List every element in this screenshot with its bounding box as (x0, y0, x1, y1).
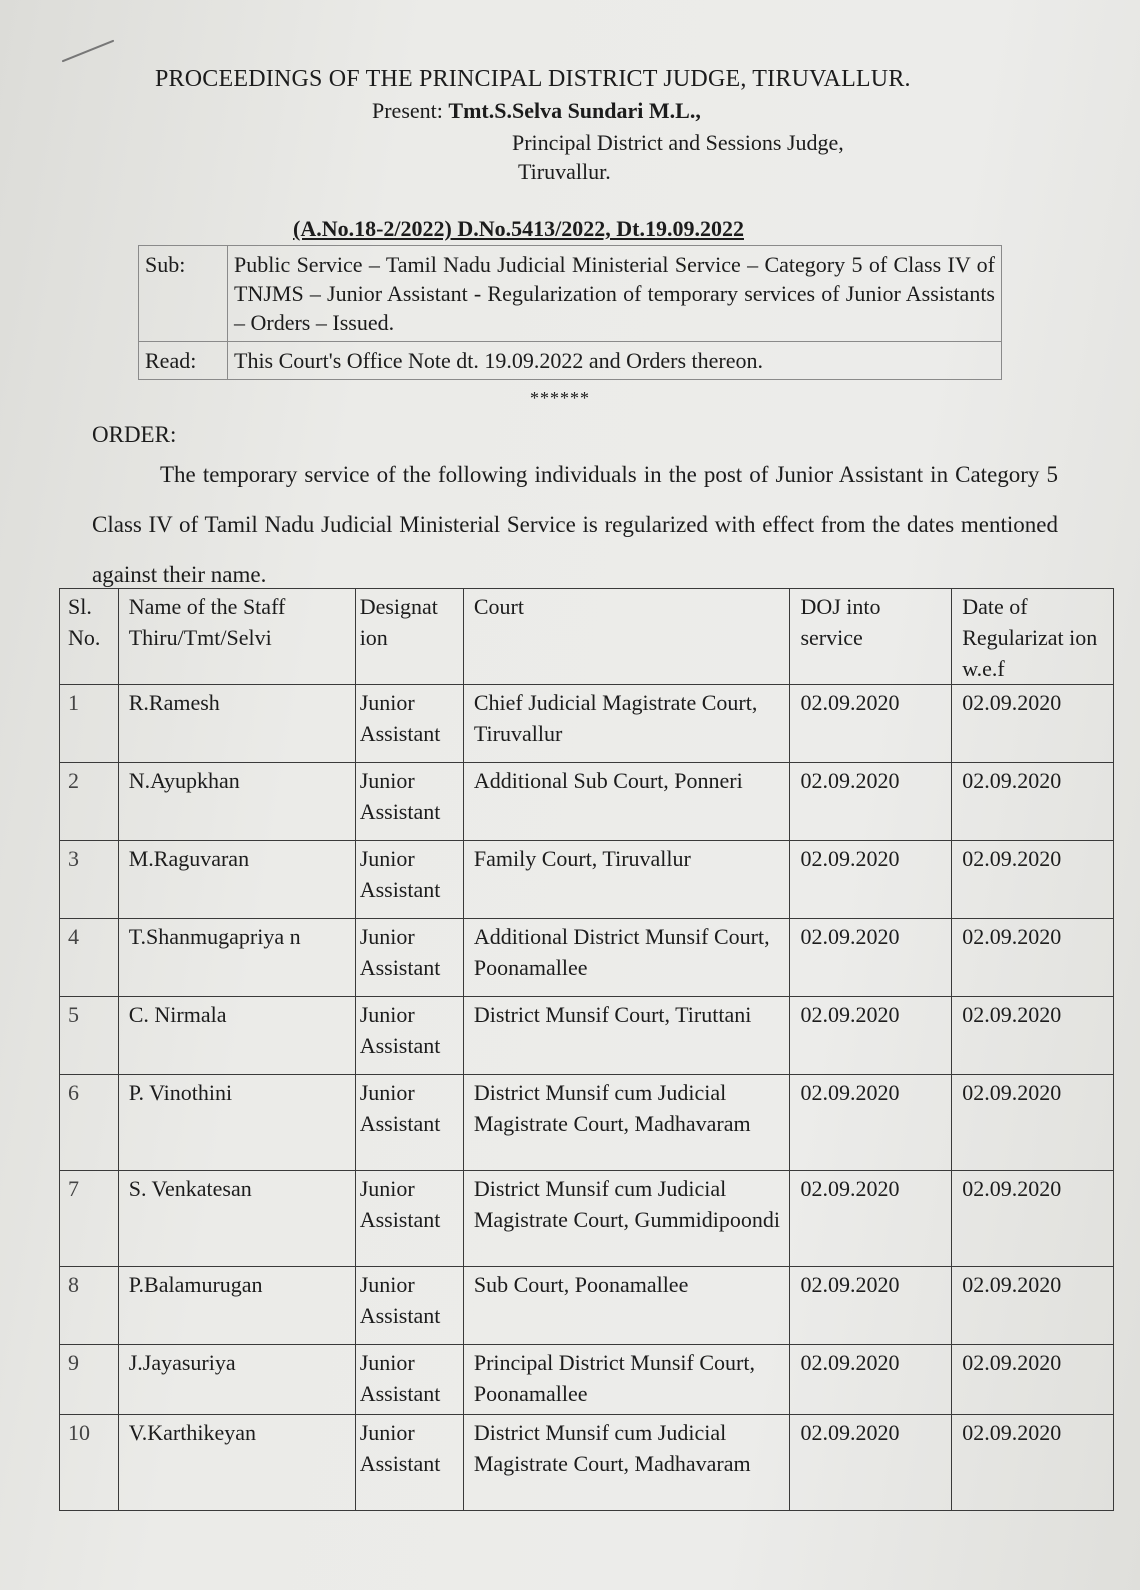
present-line (372, 98, 701, 124)
row-sl: 4 (60, 919, 119, 997)
row-designation: Junior Assistant (355, 919, 463, 997)
sub-row (139, 246, 1002, 342)
row-regularization: 02.09.2020 (952, 685, 1114, 763)
sub-label: Sub: (139, 246, 228, 342)
subject-table (138, 245, 1002, 380)
row-court: Additional District Munsif Court, Poonamallee (463, 919, 790, 997)
row-regularization: 02.09.2020 (952, 919, 1114, 997)
row-name: V.Karthikeyan (118, 1415, 355, 1511)
table-row (60, 1415, 1114, 1511)
row-doj: 02.09.2020 (790, 841, 952, 919)
row-designation: Junior Assistant (355, 1415, 463, 1511)
table-row (60, 1267, 1114, 1345)
pen-mark (62, 40, 115, 63)
row-regularization: 02.09.2020 (952, 841, 1114, 919)
row-designation: Junior Assistant (355, 997, 463, 1075)
row-court: Additional Sub Court, Ponneri (463, 763, 790, 841)
row-designation: Junior Assistant (355, 685, 463, 763)
row-regularization: 02.09.2020 (952, 1415, 1114, 1511)
separator: ****** (530, 388, 590, 408)
row-regularization: 02.09.2020 (952, 1267, 1114, 1345)
row-sl: 5 (60, 997, 119, 1075)
row-name: M.Raguvaran (118, 841, 355, 919)
row-name: N.Ayupkhan (118, 763, 355, 841)
table-row (60, 763, 1114, 841)
row-regularization: 02.09.2020 (952, 763, 1114, 841)
row-name: R.Ramesh (118, 685, 355, 763)
header-designation: Designat ion (355, 589, 463, 685)
judge-designation: Principal District and Sessions Judge, (512, 130, 844, 155)
row-name: P.Balamurugan (118, 1267, 355, 1345)
order-body (92, 450, 1058, 600)
staff-table (59, 588, 1114, 1511)
judge-name: Tmt.S.Selva Sundari M.L., (448, 98, 701, 123)
row-regularization: 02.09.2020 (952, 1075, 1114, 1171)
row-doj: 02.09.2020 (790, 1415, 952, 1511)
row-designation: Junior Assistant (355, 1345, 463, 1415)
present-label: Present: (372, 98, 443, 123)
judge-place: Tiruvallur. (518, 159, 611, 184)
table-row (60, 685, 1114, 763)
table-row (60, 1171, 1114, 1267)
row-sl: 2 (60, 763, 119, 841)
row-name: J.Jayasuriya (118, 1345, 355, 1415)
read-text: This Court's Office Note dt. 19.09.2022 and Orders thereon. (228, 342, 1002, 380)
row-court: District Munsif cum Judicial Magistrate Court, Gummidipoondi (463, 1171, 790, 1267)
table-row (60, 919, 1114, 997)
row-designation: Junior Assistant (355, 763, 463, 841)
header-court: Court (463, 589, 790, 685)
row-doj: 02.09.2020 (790, 763, 952, 841)
table-row (60, 1345, 1114, 1415)
read-label: Read: (139, 342, 228, 380)
row-regularization: 02.09.2020 (952, 1345, 1114, 1415)
header-sl: Sl. No. (60, 589, 119, 685)
table-row (60, 841, 1114, 919)
row-doj: 02.09.2020 (790, 1075, 952, 1171)
table-row (60, 997, 1114, 1075)
row-court: Principal District Munsif Court, Poonamallee (463, 1345, 790, 1415)
row-court: District Munsif cum Judicial Magistrate Court, Madhavaram (463, 1415, 790, 1511)
row-sl: 8 (60, 1267, 119, 1345)
row-designation: Junior Assistant (355, 841, 463, 919)
header-doj: DOJ into service (790, 589, 952, 685)
order-paragraph: The temporary service of the following individuals in the post of Junior Assistant in Category 5 Class IV of Tamil Nadu Judicial Ministerial Service is regularized with effect from the dates mentioned against their name. (92, 462, 1058, 587)
row-doj: 02.09.2020 (790, 1345, 952, 1415)
read-row (139, 342, 1002, 380)
row-designation: Junior Assistant (355, 1267, 463, 1345)
row-regularization: 02.09.2020 (952, 1171, 1114, 1267)
row-court: Sub Court, Poonamallee (463, 1267, 790, 1345)
header-name: Name of the Staff Thiru/Tmt/Selvi (118, 589, 355, 685)
row-name: T.Shanmugapriya n (118, 919, 355, 997)
row-doj: 02.09.2020 (790, 685, 952, 763)
row-name: C. Nirmala (118, 997, 355, 1075)
row-name: S. Venkatesan (118, 1171, 355, 1267)
sub-text: Public Service – Tamil Nadu Judicial Ministerial Service – Category 5 of Class IV of TNJMS – Junior Assistant - Regularization of temporary services of Junior Assistants – Orders – Issued. (228, 246, 1002, 342)
row-sl: 1 (60, 685, 119, 763)
row-name: P. Vinothini (118, 1075, 355, 1171)
proceedings-title: PROCEEDINGS OF THE PRINCIPAL DISTRICT JUDGE, TIRUVALLUR. (155, 66, 911, 92)
row-sl: 6 (60, 1075, 119, 1171)
table-row (60, 1075, 1114, 1171)
row-doj: 02.09.2020 (790, 997, 952, 1075)
row-doj: 02.09.2020 (790, 919, 952, 997)
order-label: ORDER: (92, 422, 177, 447)
table-header-row (60, 589, 1114, 685)
row-court: District Munsif cum Judicial Magistrate Court, Madhavaram (463, 1075, 790, 1171)
row-sl: 3 (60, 841, 119, 919)
row-sl: 10 (60, 1415, 119, 1511)
row-regularization: 02.09.2020 (952, 997, 1114, 1075)
row-designation: Junior Assistant (355, 1171, 463, 1267)
row-doj: 02.09.2020 (790, 1171, 952, 1267)
row-doj: 02.09.2020 (790, 1267, 952, 1345)
row-designation: Junior Assistant (355, 1075, 463, 1171)
row-sl: 7 (60, 1171, 119, 1267)
header-regularization: Date of Regularizat ion w.e.f (952, 589, 1114, 685)
row-sl: 9 (60, 1345, 119, 1415)
reference-number: (A.No.18-2/2022) D.No.5413/2022, Dt.19.09.2022 (293, 216, 744, 241)
row-court: Chief Judicial Magistrate Court, Tiruvallur (463, 685, 790, 763)
row-court: Family Court, Tiruvallur (463, 841, 790, 919)
row-court: District Munsif Court, Tiruttani (463, 997, 790, 1075)
